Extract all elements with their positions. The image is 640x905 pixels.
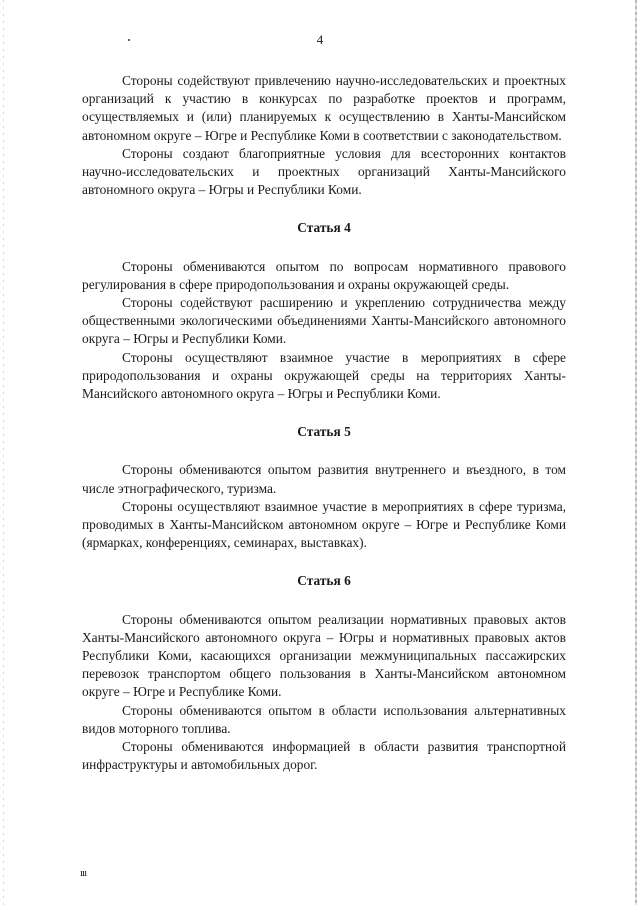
paragraph-intro-1: Стороны содействуют привлечению научно-исследовательских и проектных организаций к участию в конкурсах по разработке проектов и программ, осуществляемых и (или) планируемых к осуществлению в Ханты-Мансийском автономном округе – Югре и Республике Коми в соответствии с законодательством.: [82, 73, 566, 143]
article-6-paragraph-3: Стороны обмениваются информацией в области развития транспортной инфраструктуры и автомобильных дорог.: [82, 739, 566, 773]
paragraph-intro-2: Стороны создают благоприятные условия для всесторонних контактов научно-исследовательских и проектных организаций Ханты-Мансийского автономного округа – Югры и Республики Коми.: [82, 145, 566, 198]
scan-bottom-mark: ııı: [80, 867, 87, 879]
scan-edge-left: [3, 0, 4, 905]
document-body: [82, 72, 566, 775]
article-4-paragraph-1: Стороны обмениваются опытом по вопросам нормативного правового регулирования в сфере природопользования и охраны окружающей среды.: [82, 258, 566, 292]
scan-edge-right: [635, 0, 637, 905]
article-6-paragraph-2: Стороны обмениваются опытом в области использования альтернативных видов моторного топлива.: [82, 702, 566, 736]
article-5-heading: Статья 5: [297, 424, 351, 440]
article-4-heading: Статья 4: [297, 220, 351, 236]
article-4-paragraph-3: Стороны осуществляют взаимное участие в мероприятиях в сфере природопользования и охраны окружающей среды на территориях Ханты-Мансийского автономного округа – Югры и Республики Коми.: [82, 349, 566, 402]
page-number: 4: [316, 32, 324, 47]
article-6-paragraph-1: Стороны обмениваются опытом реализации нормативных правовых актов Ханты-Мансийского автономного округа – Югры и нормативных правовых актов Республики Коми, касающихся организации межмуниципальных пассажирских перевозок транспортом общего пользования в Ханты-Мансийском автономном округе – Югре и Республике Коми.: [82, 611, 566, 700]
article-5-paragraph-2: Стороны осуществляют взаимное участие в мероприятиях в сфере туризма, проводимых в Ханты-Мансийском автономном округе – Югре и Республике Коми (ярмарках, конференциях, семинарах, выставках).: [82, 498, 566, 551]
article-4-paragraph-2: Стороны содействуют расширению и укреплению сотрудничества между общественными экологическими объединениями Ханты-Мансийского автономного округа – Югры и Республики Коми.: [82, 295, 566, 347]
article-5-paragraph-1: Стороны обмениваются опытом развития внутреннего и въездного, в том числе этнографического, туризма.: [82, 462, 566, 496]
article-6-heading: Статья 6: [297, 573, 351, 589]
